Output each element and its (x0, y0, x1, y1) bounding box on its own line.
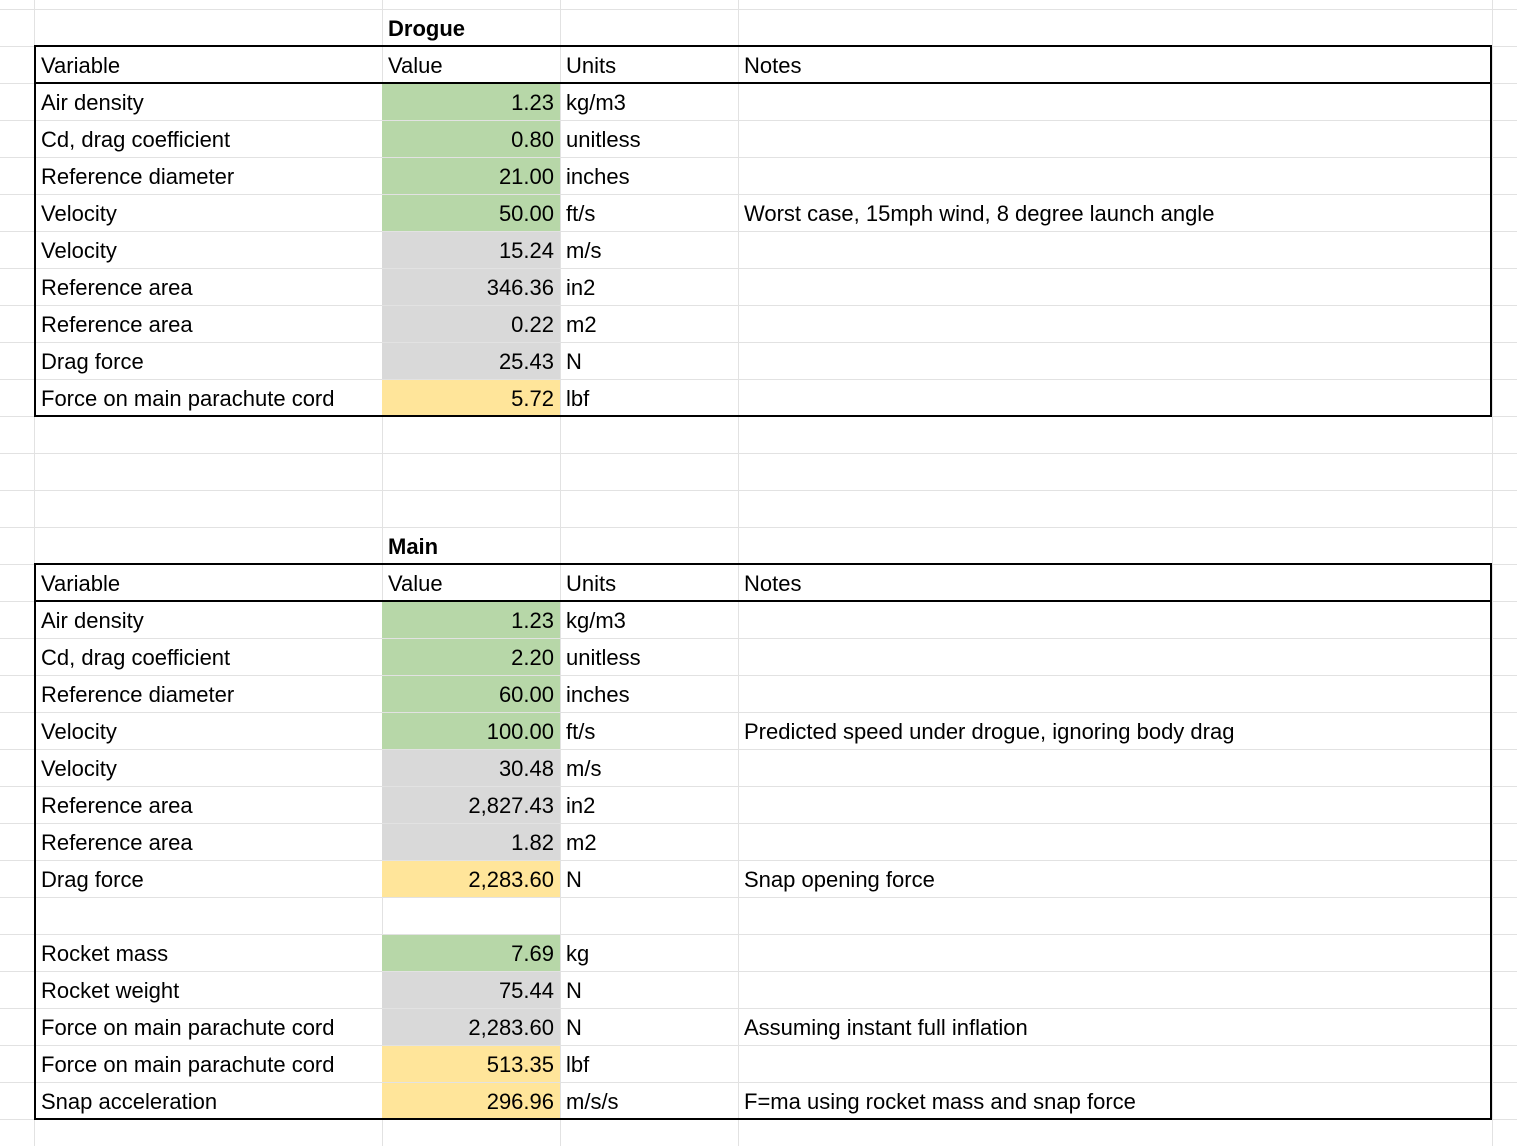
main-section-title[interactable]: Main (388, 534, 439, 559)
main-units-cell[interactable]: N (566, 867, 582, 892)
main-notes-cell[interactable] (738, 1046, 1491, 1082)
main-value-cell[interactable]: 513.35 (382, 1046, 560, 1082)
drogue-notes-cell[interactable]: Worst case, 15mph wind, 8 degree launch angle (744, 201, 1215, 226)
main-units-cell[interactable]: kg/m3 (566, 608, 626, 633)
main-variable-cell[interactable] (35, 898, 382, 934)
main-notes-cell[interactable] (738, 898, 1491, 934)
drogue-notes-cell[interactable] (738, 121, 1491, 157)
drogue-header-value[interactable]: Value (388, 53, 443, 78)
drogue-units-cell[interactable]: m/s (566, 238, 602, 263)
main-value-cell[interactable]: 60.00 (382, 676, 560, 712)
main-value-cell[interactable]: 1.23 (382, 602, 560, 638)
main-units-cell[interactable]: inches (566, 682, 630, 707)
drogue-notes-cell[interactable] (738, 343, 1491, 379)
drogue-variable-cell[interactable]: Drag force (41, 349, 144, 374)
drogue-header-rule (34, 82, 1492, 84)
drogue-notes-cell[interactable] (738, 380, 1491, 416)
main-units-cell[interactable]: lbf (566, 1052, 590, 1077)
drogue-value-cell[interactable]: 15.24 (382, 232, 560, 268)
main-value-cell[interactable]: 75.44 (382, 972, 560, 1008)
main-units-cell[interactable]: N (566, 978, 582, 1003)
main-header-units[interactable]: Units (566, 571, 617, 596)
gridline (0, 527, 1517, 528)
drogue-units-cell[interactable]: unitless (566, 127, 641, 152)
gridline (0, 416, 1517, 417)
main-variable-cell[interactable]: Rocket mass (41, 941, 169, 966)
drogue-value-cell[interactable]: 1.23 (382, 84, 560, 120)
drogue-value-cell[interactable]: 50.00 (382, 195, 560, 231)
drogue-units-cell[interactable]: m2 (566, 312, 597, 337)
main-variable-cell[interactable]: Air density (41, 608, 144, 633)
drogue-variable-cell[interactable]: Velocity (41, 201, 117, 226)
main-value-cell[interactable]: 2,283.60 (382, 1009, 560, 1045)
gridline (0, 490, 1517, 491)
drogue-variable-cell[interactable]: Reference diameter (41, 164, 235, 189)
drogue-units-cell[interactable]: kg/m3 (566, 90, 626, 115)
main-units-cell[interactable]: m2 (566, 830, 597, 855)
drogue-units-cell[interactable]: N (566, 349, 582, 374)
main-variable-cell[interactable]: Drag force (41, 867, 144, 892)
drogue-notes-cell[interactable] (738, 306, 1491, 342)
main-units-cell[interactable]: in2 (566, 793, 596, 818)
main-variable-cell[interactable]: Reference diameter (41, 682, 235, 707)
main-variable-cell[interactable]: Velocity (41, 756, 117, 781)
main-header-variable[interactable]: Variable (41, 571, 121, 596)
drogue-header-units[interactable]: Units (566, 53, 617, 78)
gridline (0, 9, 1517, 10)
drogue-header-variable[interactable]: Variable (41, 53, 121, 78)
main-notes-cell[interactable] (738, 972, 1491, 1008)
main-notes-cell[interactable] (738, 935, 1491, 971)
main-notes-cell[interactable]: Snap opening force (744, 867, 935, 892)
main-notes-cell[interactable] (738, 602, 1491, 638)
main-notes-cell[interactable] (738, 750, 1491, 786)
drogue-variable-cell[interactable]: Cd, drag coefficient (41, 127, 231, 152)
drogue-value-cell[interactable]: 0.80 (382, 121, 560, 157)
drogue-notes-cell[interactable] (738, 232, 1491, 268)
main-header-rule (34, 600, 1492, 602)
main-notes-cell[interactable]: Predicted speed under drogue, ignoring body drag (744, 719, 1235, 744)
drogue-value-cell[interactable]: 0.22 (382, 306, 560, 342)
main-variable-cell[interactable]: Velocity (41, 719, 117, 744)
main-variable-cell[interactable]: Reference area (41, 793, 193, 818)
main-variable-cell[interactable]: Force on main parachute cord (41, 1015, 335, 1040)
main-value-cell[interactable] (382, 898, 560, 934)
main-value-cell[interactable]: 2,827.43 (382, 787, 560, 823)
drogue-notes-cell[interactable] (738, 269, 1491, 305)
gridline (0, 453, 1517, 454)
main-notes-cell[interactable] (738, 787, 1491, 823)
main-units-cell[interactable]: m/s/s (566, 1089, 619, 1114)
main-value-cell[interactable]: 7.69 (382, 935, 560, 971)
main-variable-cell[interactable]: Reference area (41, 830, 193, 855)
main-notes-cell[interactable] (738, 824, 1491, 860)
main-variable-cell[interactable]: Cd, drag coefficient (41, 645, 231, 670)
main-value-cell[interactable]: 2.20 (382, 639, 560, 675)
drogue-value-cell[interactable]: 21.00 (382, 158, 560, 194)
main-variable-cell[interactable]: Rocket weight (41, 978, 180, 1003)
drogue-variable-cell[interactable]: Air density (41, 90, 144, 115)
main-notes-cell[interactable] (738, 676, 1491, 712)
main-units-cell[interactable]: kg (566, 941, 590, 966)
main-units-cell[interactable]: ft/s (566, 719, 596, 744)
drogue-value-cell[interactable]: 25.43 (382, 343, 560, 379)
gridline (0, 1119, 1517, 1120)
main-notes-cell[interactable] (738, 639, 1491, 675)
drogue-variable-cell[interactable]: Velocity (41, 238, 117, 263)
drogue-header-notes[interactable]: Notes (744, 53, 802, 78)
main-notes-cell[interactable]: Assuming instant full inflation (744, 1015, 1028, 1040)
drogue-section-title[interactable]: Drogue (388, 16, 465, 41)
gridline (1492, 0, 1493, 1146)
drogue-notes-cell[interactable] (738, 158, 1491, 194)
drogue-variable-cell[interactable]: Force on main parachute cord (41, 386, 335, 411)
main-units-cell[interactable]: N (566, 1015, 582, 1040)
main-value-cell[interactable]: 30.48 (382, 750, 560, 786)
drogue-units-cell[interactable]: inches (566, 164, 630, 189)
drogue-variable-cell[interactable]: Reference area (41, 312, 193, 337)
main-value-cell[interactable]: 2,283.60 (382, 861, 560, 897)
main-units-cell[interactable]: unitless (566, 645, 641, 670)
main-value-cell[interactable]: 100.00 (382, 713, 560, 749)
drogue-units-cell[interactable]: lbf (566, 386, 590, 411)
main-notes-cell[interactable]: F=ma using rocket mass and snap force (744, 1089, 1136, 1114)
main-variable-cell[interactable]: Force on main parachute cord (41, 1052, 335, 1077)
main-units-cell[interactable] (560, 898, 738, 934)
main-value-cell[interactable]: 1.82 (382, 824, 560, 860)
main-header-value[interactable]: Value (388, 571, 443, 596)
main-variable-cell[interactable]: Snap acceleration (41, 1089, 218, 1114)
drogue-units-cell[interactable]: in2 (566, 275, 596, 300)
drogue-units-cell[interactable]: ft/s (566, 201, 596, 226)
main-value-cell[interactable]: 296.96 (382, 1083, 560, 1119)
drogue-value-cell[interactable]: 5.72 (382, 380, 560, 416)
main-units-cell[interactable]: m/s (566, 756, 602, 781)
drogue-value-cell[interactable]: 346.36 (382, 269, 560, 305)
main-header-notes[interactable]: Notes (744, 571, 802, 596)
drogue-notes-cell[interactable] (738, 84, 1491, 120)
drogue-variable-cell[interactable]: Reference area (41, 275, 193, 300)
